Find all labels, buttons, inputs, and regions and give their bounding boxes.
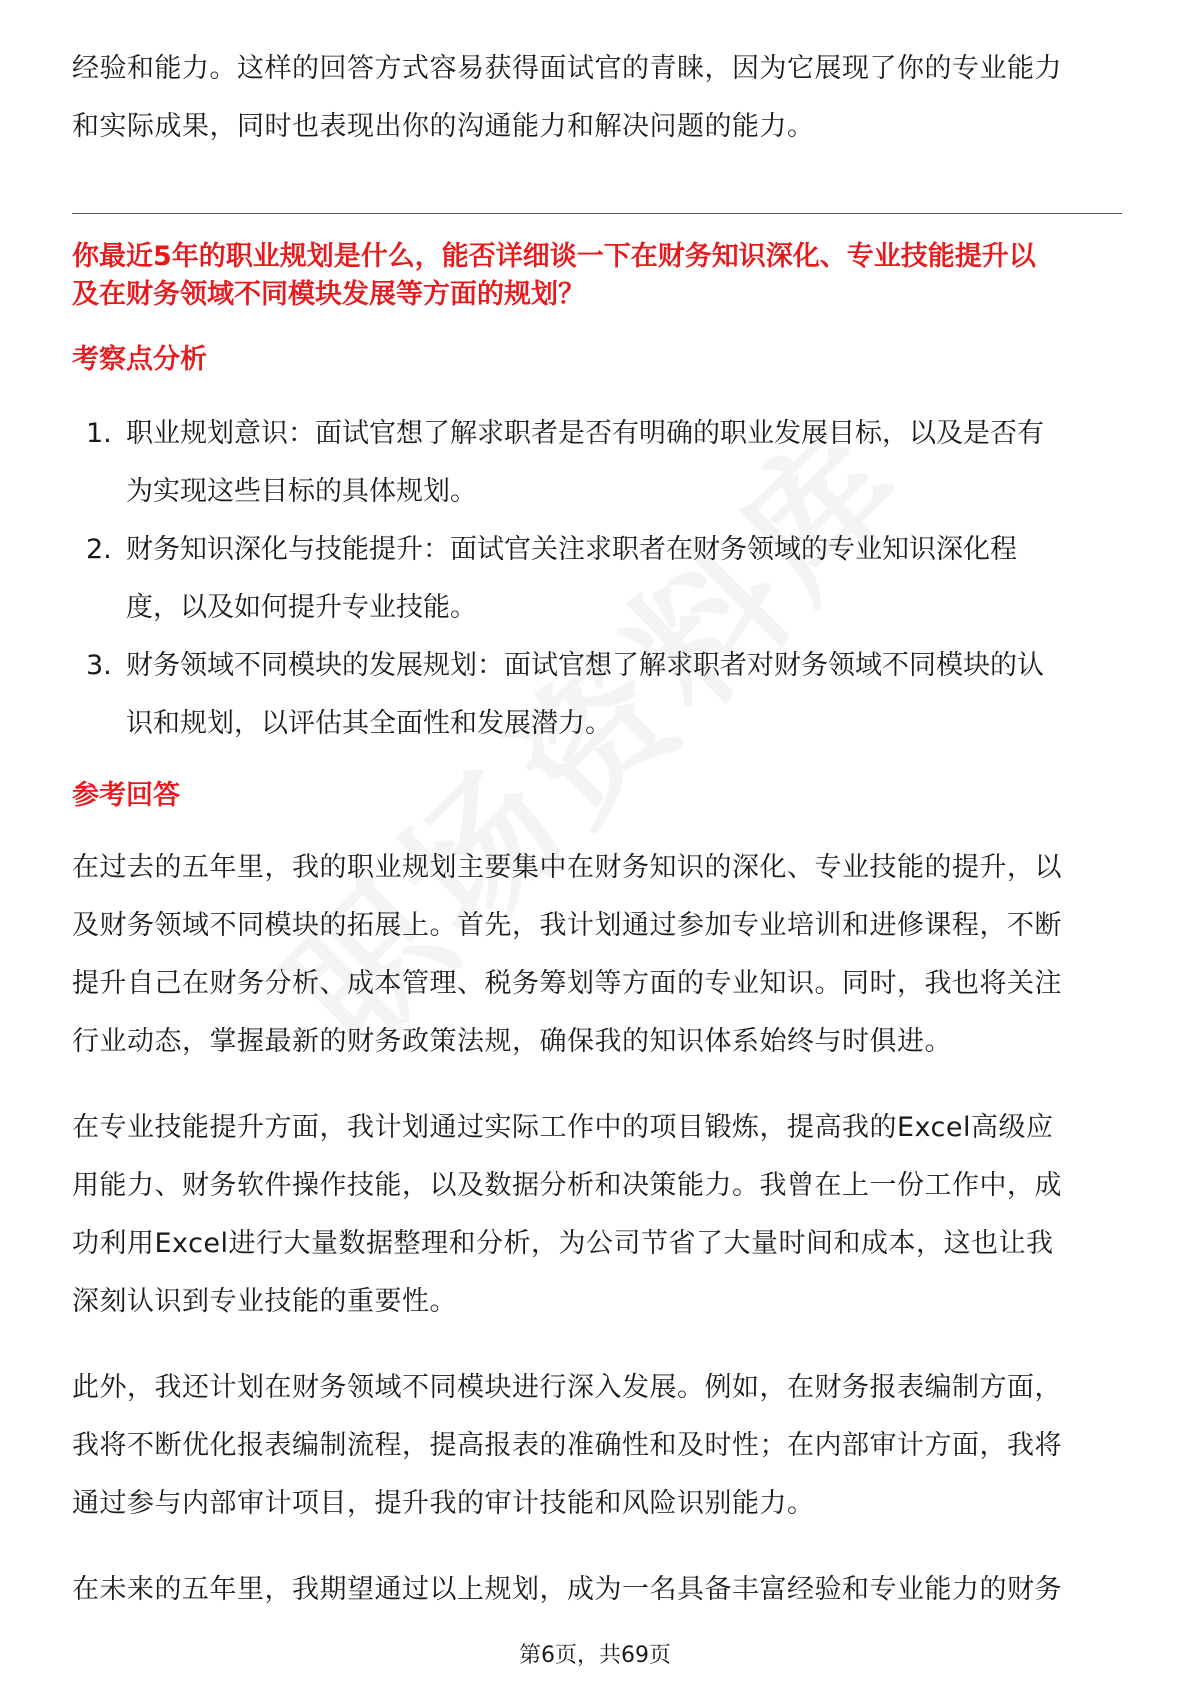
page-content	[72, 40, 1122, 1619]
answer-line: 我将不断优化报表编制流程，提高报表的准确性和及时性；在内部审计方面，我将	[72, 1430, 1062, 1461]
answer-paragraph	[72, 1359, 1122, 1533]
answer-line: 通过参与内部审计项目，提升我的审计技能和风险识别能力。	[72, 1488, 815, 1519]
analysis-list	[72, 405, 1122, 753]
question-line: 及在财务领域不同模块发展等方面的规划？	[72, 279, 585, 310]
item-number: 1.	[86, 418, 112, 449]
answer-line: 提升自己在财务分析、成本管理、税务筹划等方面的专业知识。同时，我也将关注	[72, 968, 1062, 999]
answer-line: 行业动态，掌握最新的财务政策法规，确保我的知识体系始终与时俱进。	[72, 1026, 952, 1057]
intro-line: 经验和能力。这样的回答方式容易获得面试官的青睐，因为它展现了你的专业能力	[72, 53, 1062, 84]
answer-title: 参考回答	[72, 780, 180, 811]
answer-line: 深刻认识到专业技能的重要性。	[72, 1286, 457, 1317]
analysis-item	[72, 405, 1122, 521]
item-number: 2.	[86, 534, 112, 565]
answer-line: 在未来的五年里，我期望通过以上规划，成为一名具备丰富经验和专业能力的财务	[72, 1574, 1062, 1605]
analysis-item	[72, 637, 1122, 753]
analysis-title: 考察点分析	[72, 344, 207, 375]
answer-line: 功利用Excel进行大量数据整理和分析，为公司节省了大量时间和成本，这也让我	[72, 1228, 1054, 1259]
question-heading	[72, 238, 1122, 314]
answer-line: 及财务领域不同模块的拓展上。首先，我计划通过参加专业培训和进修课程，不断	[72, 910, 1062, 941]
item-line: 职业规划意识：面试官想了解求职者是否有明确的职业发展目标，以及是否有	[126, 418, 1044, 449]
intro-paragraph	[72, 40, 1122, 156]
item-line: 度，以及如何提升专业技能。	[126, 592, 477, 623]
item-number: 3.	[86, 650, 112, 681]
answer-paragraph	[72, 839, 1122, 1071]
answer-paragraph	[72, 1561, 1122, 1619]
item-line: 识和规划，以评估其全面性和发展潜力。	[126, 708, 612, 739]
answer-paragraph	[72, 1099, 1122, 1331]
answer-line: 此外，我还计划在财务领域不同模块进行深入发展。例如，在财务报表编制方面，	[72, 1372, 1062, 1403]
answer-line: 用能力、财务软件操作技能，以及数据分析和决策能力。我曾在上一份工作中，成	[72, 1170, 1062, 1201]
item-line: 财务知识深化与技能提升：面试官关注求职者在财务领域的专业知识深化程	[126, 534, 1017, 565]
question-line: 你最近5年的职业规划是什么，能否详细谈一下在财务知识深化、专业技能提升以	[72, 241, 1036, 272]
answer-line: 在过去的五年里，我的职业规划主要集中在财务知识的深化、专业技能的提升，以	[72, 852, 1062, 883]
item-line: 财务领域不同模块的发展规划：面试官想了解求职者对财务领域不同模块的认	[126, 650, 1044, 681]
page-footer: 第6页，共69页	[519, 1643, 671, 1668]
answer-line: 在专业技能提升方面，我计划通过实际工作中的项目锻炼，提高我的Excel高级应	[72, 1112, 1054, 1143]
section-divider	[72, 213, 1122, 214]
intro-line: 和实际成果，同时也表现出你的沟通能力和解决问题的能力。	[72, 111, 815, 142]
item-line: 为实现这些目标的具体规划。	[126, 476, 477, 507]
analysis-item	[72, 521, 1122, 637]
